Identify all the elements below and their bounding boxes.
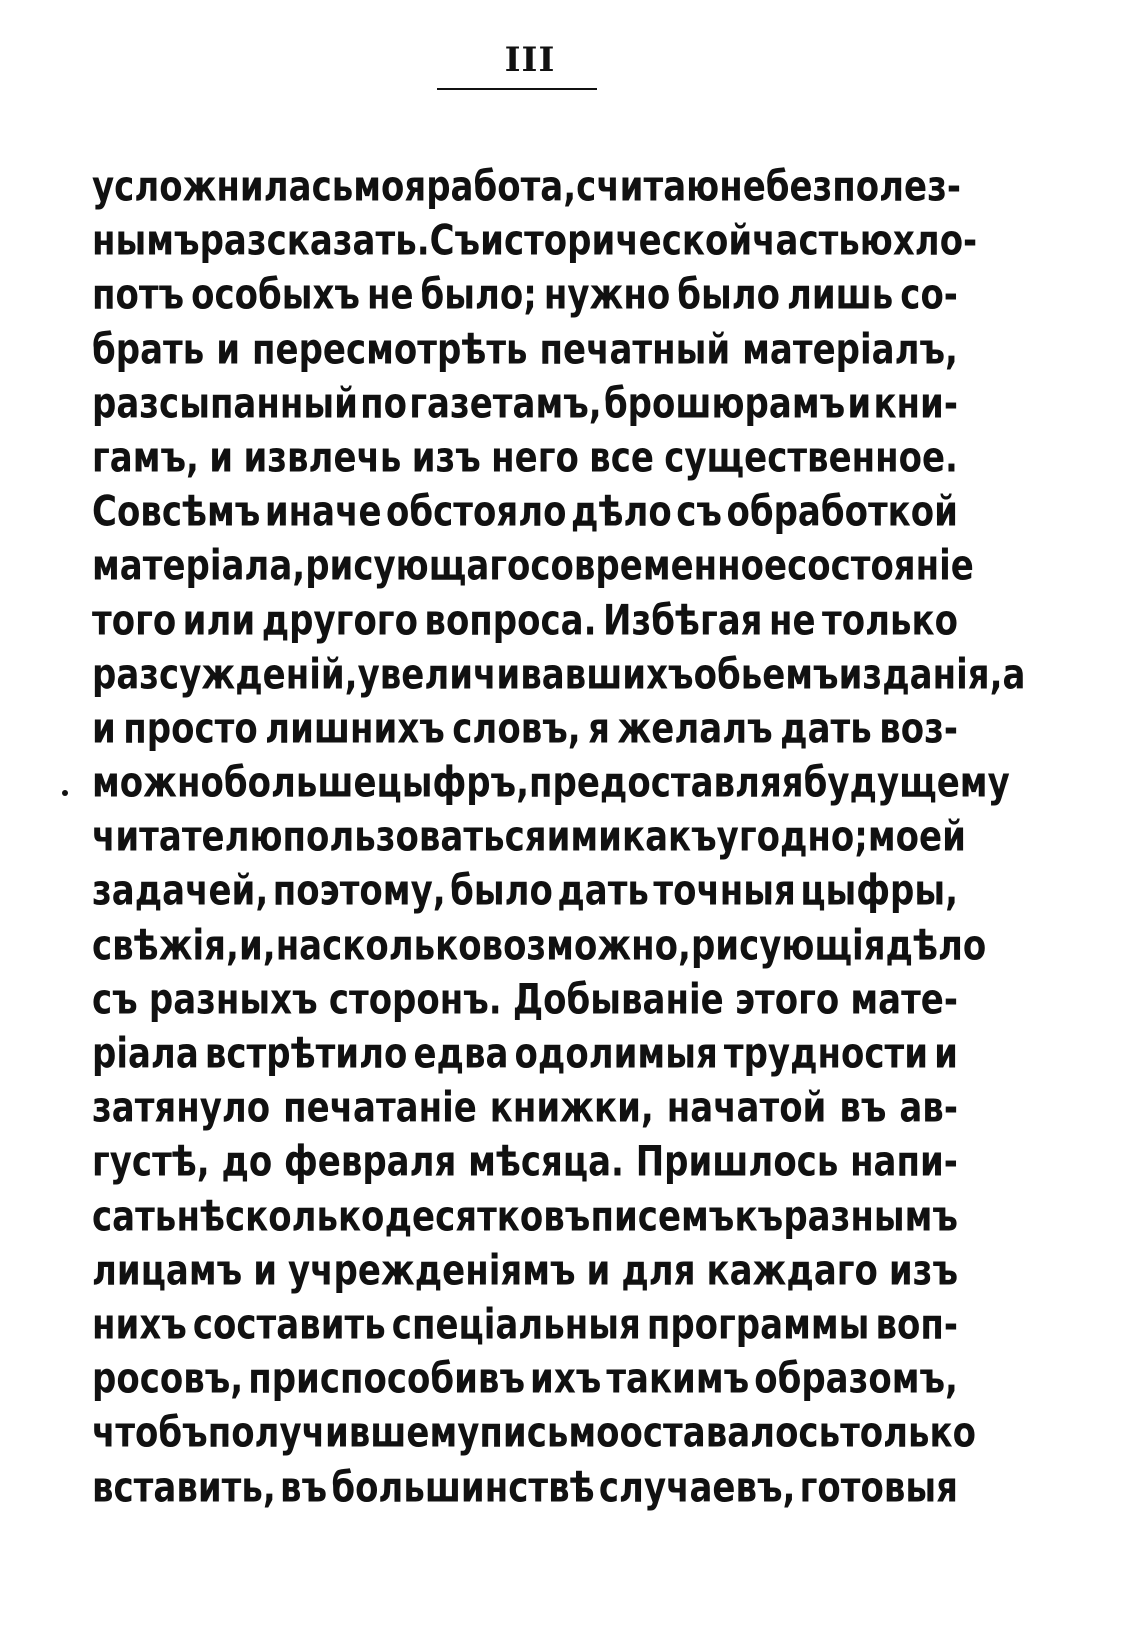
word: матеріалъ,: [742, 325, 958, 374]
word: нѣсколько: [176, 1192, 385, 1241]
word: едва: [413, 1029, 509, 1079]
word: и: [847, 379, 872, 429]
word: обстояло: [386, 487, 567, 537]
word: спеціальныя: [391, 1300, 641, 1350]
word: одолимыя: [514, 1029, 718, 1079]
word: и: [209, 433, 234, 483]
body-text: [92, 160, 1026, 1515]
word: мате-: [850, 975, 958, 1025]
word: печатный: [539, 325, 731, 374]
word: читателю: [92, 812, 283, 862]
word: только: [840, 1408, 976, 1458]
word: нымъ: [92, 216, 200, 266]
word: брошюрамъ: [603, 379, 846, 429]
word: Пришлось: [635, 1137, 839, 1187]
word: матеріала,: [92, 541, 306, 591]
word: обработкой: [726, 487, 958, 537]
word: задачей,: [92, 867, 269, 916]
word: письмо: [479, 1408, 620, 1458]
word: начатой: [666, 1083, 827, 1133]
word: будущему: [803, 758, 1010, 808]
word: воз-: [879, 704, 958, 754]
word: возможно,: [481, 921, 691, 971]
text-line: [92, 1455, 958, 1521]
word: моя: [353, 162, 427, 212]
word: угодно;: [716, 812, 868, 862]
word: него: [491, 433, 579, 483]
word: только: [822, 596, 958, 645]
word: случаевъ,: [598, 1463, 796, 1512]
word: было: [450, 867, 553, 916]
word: учрежденіямъ: [287, 1246, 576, 1296]
word: а: [1002, 650, 1026, 700]
word: разсужденій,: [92, 650, 358, 700]
word: того: [92, 596, 177, 645]
word: было: [677, 270, 780, 320]
word: росовъ,: [92, 1354, 244, 1404]
word: чтобъ: [92, 1408, 208, 1458]
word: современное: [530, 541, 788, 591]
word: желалъ: [617, 704, 773, 754]
word: изданія,: [838, 650, 1003, 700]
word: дать: [780, 704, 872, 754]
word: пересмотрѣть: [252, 325, 528, 374]
word: исторической: [480, 216, 753, 266]
word: нихъ: [92, 1300, 187, 1350]
word: потъ: [92, 270, 185, 320]
word: разсказать.: [199, 216, 430, 266]
word: хло-: [892, 216, 978, 266]
word: каждаго: [706, 1246, 878, 1296]
word: считаю: [576, 162, 720, 212]
word: этого: [734, 975, 840, 1025]
word: въ: [280, 1463, 328, 1512]
word: для: [621, 1246, 696, 1296]
word: разнымъ: [783, 1192, 958, 1241]
word: писемъ: [590, 1192, 735, 1241]
word: книжки,: [489, 1083, 654, 1133]
word: большинствѣ: [331, 1463, 595, 1512]
word: до: [221, 1137, 273, 1187]
word: образомъ,: [754, 1354, 958, 1404]
word: существенное.: [664, 433, 958, 483]
word: работа,: [426, 162, 577, 212]
word: дѣло: [885, 921, 987, 971]
word: дать: [557, 867, 649, 916]
word: готовыя: [799, 1463, 958, 1512]
word: частью: [752, 216, 893, 266]
word: программы: [646, 1300, 870, 1350]
word: получившему: [207, 1408, 480, 1458]
word: и: [586, 1246, 611, 1296]
word: по: [360, 379, 408, 429]
word: больше: [223, 758, 377, 808]
word: небезполез-: [719, 162, 961, 212]
word: можно: [92, 758, 224, 808]
word: иначе: [264, 487, 382, 537]
word: и: [92, 704, 116, 754]
word: увеличивавшихъ: [357, 650, 694, 700]
word: поэтому,: [272, 867, 446, 916]
word: особыхъ: [191, 270, 360, 320]
word: цыфры,: [800, 867, 958, 916]
word: густѣ,: [92, 1137, 210, 1187]
word: такимъ: [606, 1354, 750, 1404]
word: разныхъ: [148, 975, 318, 1025]
word: и: [216, 325, 241, 374]
word: изъ: [411, 433, 481, 483]
word: напи-: [850, 1137, 958, 1187]
word: насколько: [275, 921, 482, 971]
word: цыфръ,: [376, 758, 530, 808]
word: февраля: [284, 1137, 457, 1187]
word: не: [768, 596, 816, 645]
header-rule: [437, 88, 597, 90]
word: нужно: [543, 270, 671, 320]
word: точныя: [653, 867, 796, 916]
word: кни-: [873, 379, 958, 429]
word: брать: [92, 325, 205, 374]
word: съ: [676, 487, 722, 537]
word: сторонъ.: [328, 975, 502, 1025]
word: рисующаго: [305, 541, 531, 591]
word: словъ,: [452, 704, 581, 754]
word: Совсѣмъ: [92, 487, 261, 537]
word: гамъ,: [92, 433, 199, 483]
word: не: [366, 270, 414, 320]
word: вставить,: [92, 1463, 276, 1512]
word: Добываніе: [512, 975, 724, 1025]
word: Избѣгая: [602, 596, 763, 645]
word: рисующія: [690, 921, 886, 971]
word: вопроса.: [424, 596, 597, 645]
word: было;: [420, 270, 537, 320]
word: ріала: [92, 1029, 199, 1079]
word: предоставляя: [529, 758, 804, 808]
word: лишнихъ: [265, 704, 445, 754]
word: другого: [261, 596, 418, 645]
word: ихъ: [530, 1354, 602, 1404]
word: изъ: [888, 1246, 958, 1296]
word: мѣсяца.: [468, 1137, 624, 1187]
word: печатаніе: [283, 1083, 477, 1133]
word: сать: [92, 1192, 177, 1241]
word: затянуло: [92, 1083, 271, 1133]
word: свѣжія,: [92, 921, 239, 971]
word: какъ: [622, 812, 717, 862]
word: просто: [123, 704, 258, 754]
word: встрѣтило: [204, 1029, 408, 1079]
word: пользоваться: [282, 812, 547, 862]
word: десятковъ: [384, 1192, 591, 1241]
page-number: III: [504, 40, 556, 80]
word: лицамъ: [92, 1246, 243, 1296]
word: ав-: [899, 1083, 958, 1133]
word: разсыпанный: [92, 379, 358, 429]
word: ими: [546, 812, 622, 862]
word: извлечь: [243, 433, 402, 483]
word: воп-: [875, 1300, 958, 1350]
word: къ: [734, 1192, 784, 1241]
word: съ: [92, 975, 138, 1025]
word: моей: [867, 812, 966, 862]
ink-speck: [62, 790, 68, 796]
word: состояніе: [787, 541, 974, 591]
word: составить: [192, 1300, 386, 1350]
word: газетамъ,: [409, 379, 602, 429]
word: трудности: [723, 1029, 929, 1079]
word: дѣло: [570, 487, 672, 537]
word: все: [589, 433, 654, 483]
word: приспособивъ: [248, 1354, 526, 1404]
word: лишь: [786, 270, 894, 320]
word: оставалось: [619, 1408, 841, 1458]
word: усложнилась: [92, 162, 354, 212]
word: и,: [238, 921, 276, 971]
word: я: [588, 704, 610, 754]
word: обьемъ: [693, 650, 839, 700]
word: или: [182, 596, 256, 645]
word: и: [253, 1246, 278, 1296]
word: и: [934, 1029, 958, 1079]
word: Съ: [429, 216, 481, 266]
word: со-: [900, 270, 958, 320]
word: въ: [839, 1083, 887, 1133]
